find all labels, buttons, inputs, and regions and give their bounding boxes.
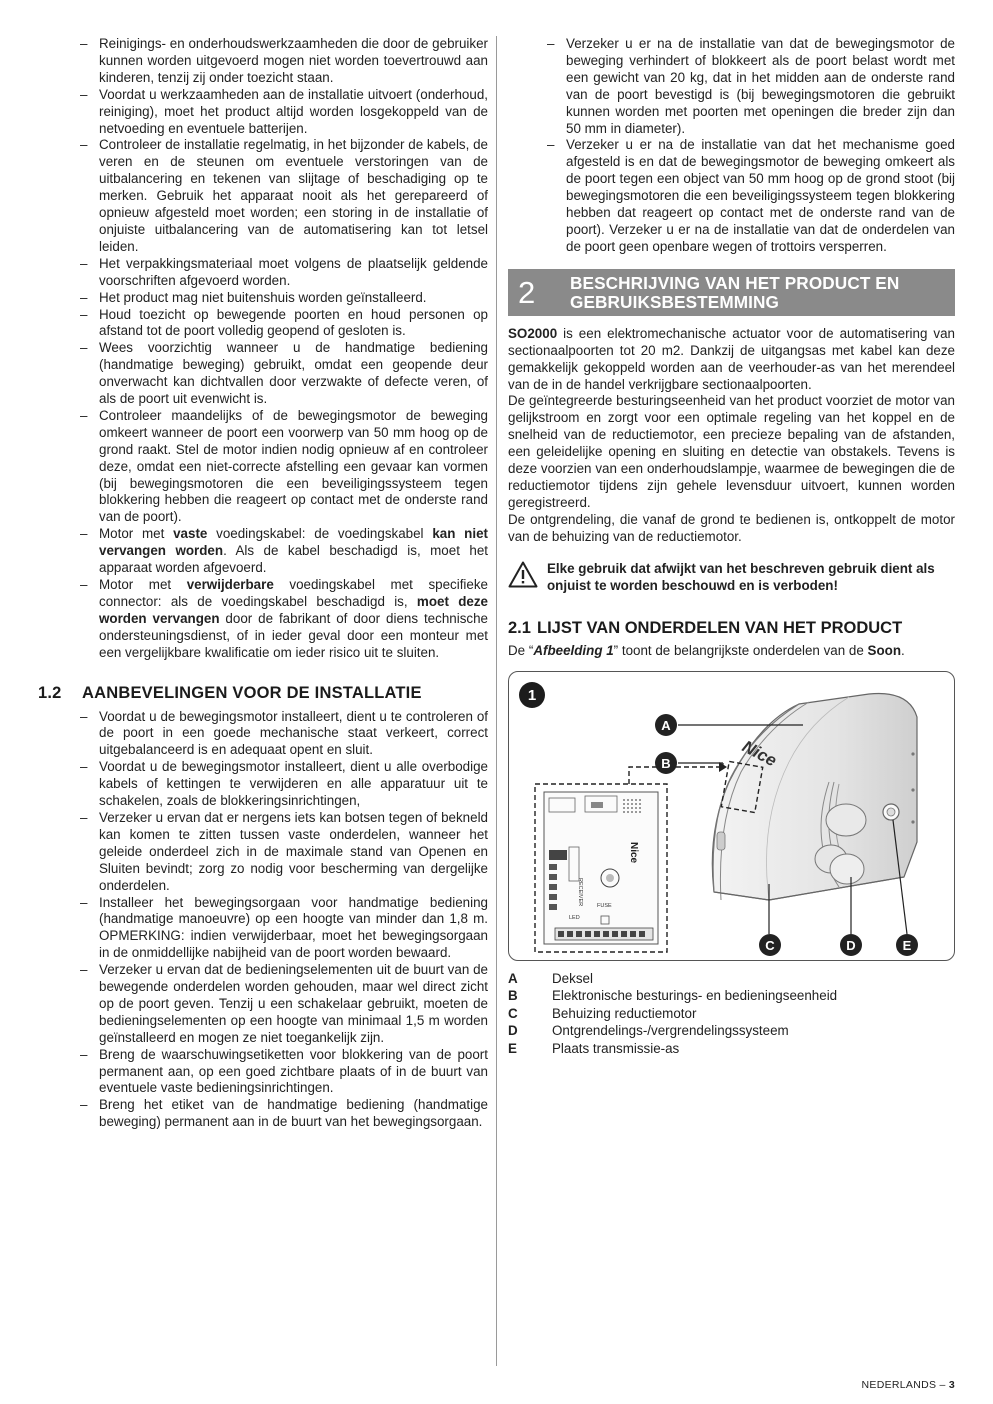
section-heading-2-1: 2.1 LIJST VAN ONDERDELEN VAN HET PRODUCT	[508, 618, 903, 637]
control-board	[535, 784, 667, 952]
list-item: – Controleer maandelijks of de bewegingsmotor de beweging omkeert wanneer de poort een voorwerp van 50 mm hoog op de grond raakt. Stel de motor indien nodig opnieuw af en controleer deze, omdat een niet-correcte afstelling een gevaar kan vormen (bij bewegingsmotoren die een beveiligingssysteem tegen blokkering hebben die reageert op contact met de onderste rand van de poort).	[80, 408, 488, 526]
footer-language: NEDERLANDS –	[861, 1379, 949, 1391]
list-item-removable-cable: – Motor met verwijderbare voedingskabel met specifieke connector: als de voedingskabel beschadigd is, moet deze worden vervangen door de fabrikant of door diens technische ondersteuningsdienst, of in ieder geval door een monteur met een vergelijkbare kwalificatie om ieder risico uit te sluiten.	[80, 577, 488, 662]
callout-b	[655, 752, 677, 774]
callout-e	[896, 934, 918, 956]
figure-illustration	[509, 672, 955, 961]
list-item: – Wees voorzichtig wanneer u de handmatige bediening (handmatige beweging) gebruikt, omdat een geopende deur onverwacht kan dichtvallen door verzwakte of defecte veren, of als de poort uit evenwicht is.	[80, 340, 488, 408]
led-label: LED	[569, 914, 580, 921]
safety-list	[80, 36, 488, 662]
list-item: – Controleer de installatie regelmatig, in het bijzonder de kabels, de veren en de steunen om eventuele verstoringen van de uitbalancering en tekenen van slijtage of beschadiging op te merken. Gebruik het apparaat nooit als het gerepareerd of opnieuw afgesteld moet worden; een storing in de installatie of onjuiste uitbalancering van de automatisering kan tot letsel leiden.	[80, 137, 488, 255]
left-column	[38, 36, 488, 1131]
legend-row: B Elektronische besturings- en bedieningseenheid	[508, 988, 838, 1004]
list-item: – Voordat u de bewegingsmotor installeert, dient u te controleren of de poort in een goede mechanische staat verkeert, correct uitgebalanceerd is en adequaat opent en sluit.	[80, 709, 488, 760]
section-heading-2	[508, 269, 955, 316]
list-item: – Het verpakkingsmateriaal moet volgens de plaatselijk geldende voorschriften afgevoerd worden.	[80, 256, 488, 290]
svg-text:C: C	[765, 937, 775, 953]
list-item: – Verzeker u ervan dat er nergens iets kan botsen tegen of bekneld kan komen te zitten tussen vaste onderdelen, wanneer het geleide onderdeel zich in de maximale stand van Openen en Sluiten bevindt; zorg zo nodig voor bescherming van dergelijke onderdelen.	[80, 810, 488, 895]
legend-row: C Behuizing reductiemotor	[508, 1005, 697, 1021]
list-item: – Voordat u werkzaamheden aan de installatie uitvoert (onderhoud, reiniging), moet het product altijd worden losgekoppeld van de netvoeding en eventuele batterijen.	[80, 87, 488, 138]
post-install-list	[547, 36, 955, 256]
legend-row: E Plaats transmissie-as	[508, 1040, 680, 1056]
section-number: 2	[518, 274, 536, 310]
figure-caption: De “Afbeelding 1” toont de belangrijkste onderdelen van de Soon.	[508, 642, 905, 658]
section-heading-1-2	[38, 684, 488, 703]
figure-legend	[508, 970, 955, 1058]
list-item: – Verzeker u er na de installatie van dat het mechanisme goed afgesteld is en dat de bewegingsmotor de beweging omkeert als de poort tegen een object van 50 mm hoog op de grond stoot (bij bewegingsmotoren die een beveiligingssysteem tegen blokkering hebben dat reageert op contact met de onderste rand van de poort). Verzeker u er na de installatie van dat de onderdelen van de poort geen openbare wegen of trottoirs versperren.	[547, 137, 955, 255]
fuse-label: FUSE	[597, 902, 612, 909]
list-item: – Verzeker u er na de installatie van dat de bewegingsmotor de beweging verhindert of blokkeert als de poort belast wordt met een gewicht van 20 kg, dat in het midden aan de onderste rand van de poort bevestigd is (bij bewegingsmotoren die gebruikt kunnen worden met poorten met openingen die breder zijn dan 50 mm in diameter).	[547, 36, 955, 137]
list-item: – Reinigings- en onderhoudswerkzaamheden die door de gebruiker kunnen worden uitgevoerd mogen niet worden toevertrouwd aan kinderen, tenzij zij onder toezicht staan.	[80, 36, 488, 87]
right-column	[508, 36, 955, 1057]
installation-list	[80, 709, 488, 1132]
svg-text:E: E	[902, 937, 912, 953]
pcb-logo: Nice	[628, 841, 639, 863]
legend-row: D Ontgrendelings-/vergrendelingssysteem	[508, 1023, 789, 1039]
svg-text:A: A	[661, 717, 671, 733]
section-title: AANBEVELINGEN VOOR DE INSTALLATIE	[82, 683, 422, 702]
figure-number: 1	[527, 686, 537, 704]
nice-logo: Nice	[739, 736, 780, 770]
section-title: BESCHRIJVING VAN HET PRODUCT EN GEBRUIKSBESTEMMING	[570, 272, 900, 312]
list-item: – Breng de waarschuwingsetiketten voor blokkering van de poort permanent aan, op een goed zichtbare plaats of in de buurt van eventuele vaste bedieningsinrichtingen.	[80, 1047, 488, 1098]
receiver-label: RECEIVER	[577, 877, 583, 906]
callout-d	[840, 934, 862, 956]
page-footer	[862, 1379, 955, 1391]
warning-text: Elke gebruik dat afwijkt van het beschreven gebruik dient als onjuist te worden beschouwd en is verboden!	[547, 560, 935, 593]
callout-a	[655, 714, 677, 736]
list-item: – Breng het etiket van de handmatige bediening (handmatige beweging) permanent aan in de buurt van het bewegingsorgaan.	[80, 1097, 488, 1131]
warning-note	[508, 560, 955, 594]
list-item: – Installeer het bewegingsorgaan voor handmatige bediening (handmatige manoeuvre) op een hoogte van minder dan 1,8 m. OPMERKING: indien verwijderbaar, moet het bewegingsorgaan in de onmiddellijke nabijheid van de poort worden bewaard.	[80, 895, 488, 963]
product-description: SO2000 is een elektromechanische actuator voor de automatisering van sectionaalpoorten tot 20 m2. Dankzij de uitgangsas met kabel kan deze gemakkelijk gekoppeld worden aan de veerhouder-as van het merendeel van de in de handel verkrijgbare sectionaalpoorten.	[508, 325, 955, 392]
callout-c	[759, 934, 781, 956]
column-divider	[496, 36, 497, 1366]
release-description: De ontgrendeling, die vanaf de grond te bedienen is, ontkoppelt de motor van de behuizing van de reductiemotor.	[508, 511, 955, 544]
list-item: – Verzeker u ervan dat de bedieningselementen uit de buurt van de bewegende onderdelen worden gehouden, maar wel direct zicht op de poort geven. Tenzij u een schakelaar gebruikt, moeten de bedieningselementen op een hoogte van minimaal 1,5 m worden geïnstalleerd en mogen ze niet toegankelijk zijn.	[80, 962, 488, 1047]
svg-text:D: D	[846, 937, 856, 953]
svg-text:B: B	[661, 755, 671, 771]
list-item: – Het product mag niet buitenshuis worden geïnstalleerd.	[80, 290, 488, 307]
figure-1	[508, 671, 955, 961]
list-item: – Voordat u de bewegingsmotor installeert, dient u alle overbodige kabels of kettingen te verwijderen en alle apparatuur uit te schakelen, zoals de blokkeringsinrichtingen,	[80, 759, 488, 810]
page-number: 3	[948, 1379, 955, 1391]
control-unit-description: De geïntegreerde besturingseenheid van het product voorziet de motor van gelijkstroom en zorgt voor een optimale regeling van het koppel en de snelheid van de reductiemotor, een precieze bepaling van de afstanden, een geleidelijke opening en sluiting en detectie van obstakels. Tevens is deze voorzien van een onderhoudslampje, waarmee de bewegingen die de reductiemotor tijdens zijn gehele levensduur uitvoert, kunnen worden geregistreerd.	[508, 393, 955, 510]
list-item-fixed-cable: – Motor met vaste voedingskabel: de voedingskabel kan niet vervangen worden. Als de kabel beschadigd is, moet het apparaat worden afgevoerd.	[80, 526, 488, 577]
legend-row: A Deksel	[508, 970, 593, 986]
section-number: 1.2	[38, 683, 62, 702]
warning-icon	[508, 561, 538, 588]
list-item: – Houd toezicht op bewegende poorten en houd personen op afstand tot de poort volledig geopend of gesloten is.	[80, 307, 488, 341]
